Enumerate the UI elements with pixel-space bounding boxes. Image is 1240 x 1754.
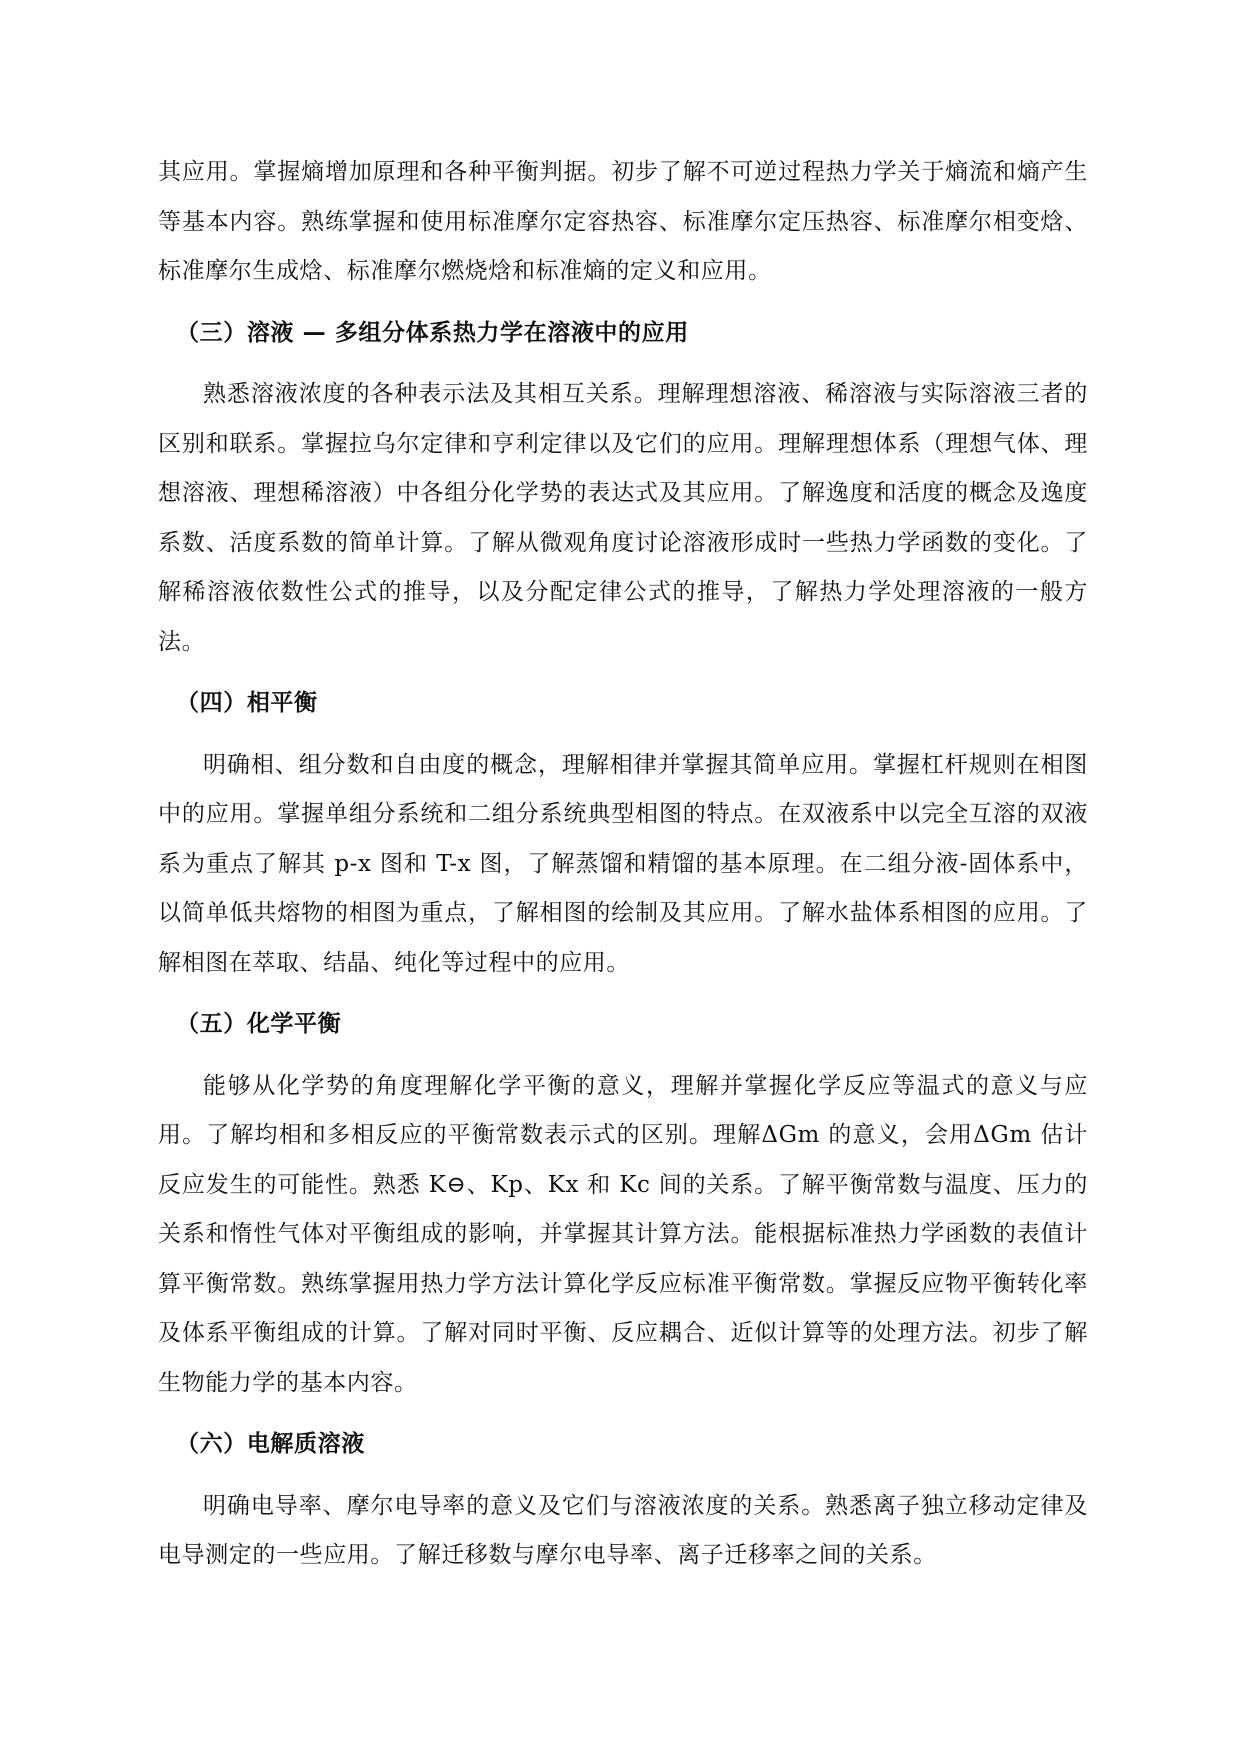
section-phase-equilibrium [158,679,1088,988]
section-body: 熟悉溶液浓度的各种表示法及其相互关系。理解理想溶液、稀溶液与实际溶液三者的区别和联系。掌握拉乌尔定律和亨利定律以及它们的应用。理解理想体系（理想气体、理想溶液、理想稀溶液）中各组分化学势的表达式及其应用。了解逸度和活度的概念及逸度系数、活度系数的简单计算。了解从微观角度讨论溶液形成时一些热力学函数的变化。了解稀溶液依数性公式的推导，以及分配定律公式的推导，了解热力学处理溶液的一般方法。 [158,381,1088,655]
section-body: 明确相、组分数和自由度的概念，理解相律并掌握其简单应用。掌握杠杆规则在相图中的应用。掌握单组分系统和二组分系统典型相图的特点。在双液系中以完全互溶的双液系为重点了解其 p-x 图和 T-x 图，了解蒸馏和精馏的基本原理。在二组分液-固体系中，以简单低共熔物的相图为重点，了解相图的绘制及其应用。了解水盐体系相图的应用。了解相图在萃取、结晶、纯化等过程中的应用。 [158,751,1088,976]
section-body: 能够从化学势的角度理解化学平衡的意义，理解并掌握化学反应等温式的意义与应用。了解均相和多相反应的平衡常数表示式的区别。理解ΔGm 的意义，会用ΔGm 估计反应发生的可能性。熟悉 K⊖、Kp、Kx 和 Kc 间的关系。了解平衡常数与温度、压力的关系和惰性气体对平衡组成的影响，并掌握其计算方法。能根据标准热力学函数的表值计算平衡常数。熟练掌握用热力学方法计算化学反应标准平衡常数。掌握反应物平衡转化率及体系平衡组成的计算。了解对同时平衡、反应耦合、近似计算等的处理方法。初步了解生物能力学的基本内容。 [158,1072,1088,1396]
section-heading [176,309,1088,359]
section-electrolyte-solution [158,1420,1088,1581]
section-solution [158,309,1088,668]
section-title: 电解质溶液 [246,1431,365,1457]
section-number: （三） [176,319,247,346]
intro-paragraph: 其应用。掌握熵增加原理和各种平衡判据。初步了解不可逆过程热力学关于熵流和熵产生等基本内容。熟练掌握和使用标准摩尔定容热容、标准摩尔定压热容、标准摩尔相变焓、标准摩尔生成焓、标准摩尔燃烧焓和标准熵的定义和应用。 [158,159,1088,284]
section-body: 明确电导率、摩尔电导率的意义及它们与溶液浓度的关系。熟悉离子独立移动定律及电导测定的一些应用。了解迁移数与摩尔电导率、离子迁移率之间的关系。 [158,1492,1088,1568]
section-number: （五） [176,1011,247,1037]
section-heading [176,679,1088,729]
section-number: （四） [176,690,247,716]
section-number: （六） [176,1431,247,1457]
section-heading [176,1000,1088,1050]
document-page [158,148,1088,1593]
section-title: 化学平衡 [246,1011,342,1037]
section-chemical-equilibrium [158,1000,1088,1408]
section-title: 相平衡 [246,690,318,716]
section-heading [176,1420,1088,1470]
section-title: 溶液 — 多组分体系热力学在溶液中的应用 [246,319,689,346]
